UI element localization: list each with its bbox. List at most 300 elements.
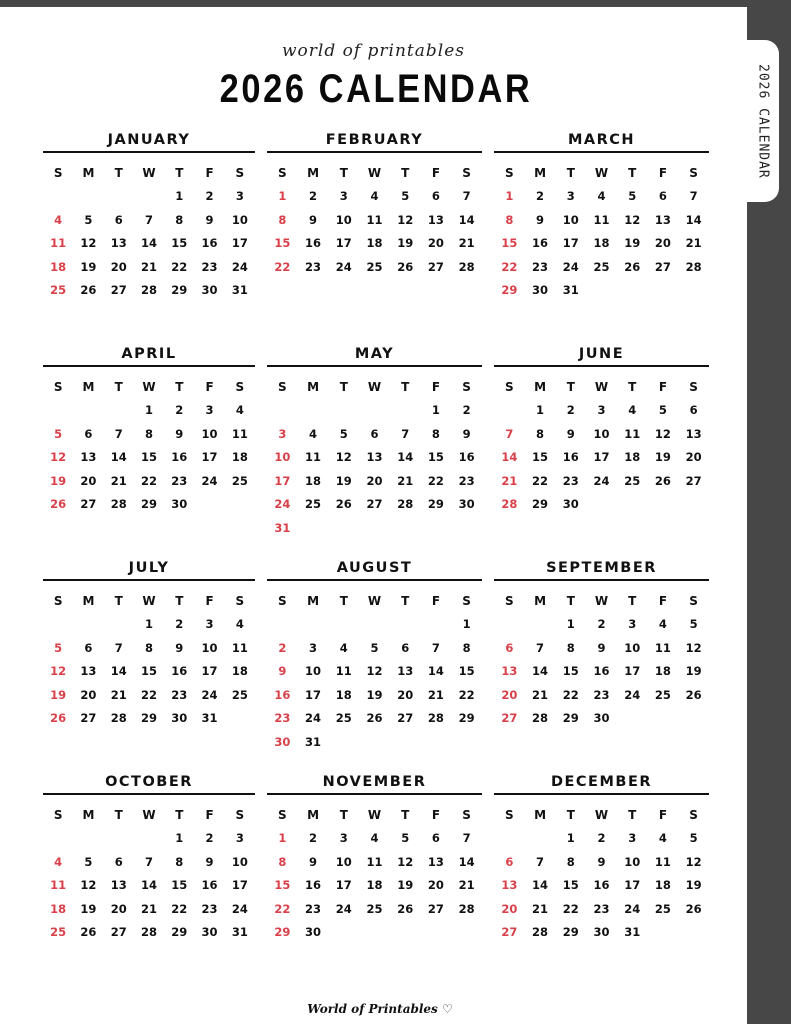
day-cell: 9 (597, 640, 606, 655)
month-divider (494, 793, 709, 795)
empty-cell (104, 399, 134, 423)
weekday-header: M (534, 166, 547, 180)
day-cell: 25 (231, 687, 248, 702)
day-cell-sunday: 12 (50, 664, 67, 679)
month-divider (267, 365, 482, 367)
month-divider (494, 365, 709, 367)
day-cell: 14 (458, 854, 475, 869)
day-cell-sunday: 18 (50, 901, 67, 916)
day-cell: 12 (685, 640, 702, 655)
empty-cell (494, 399, 525, 423)
day-cell: 6 (84, 640, 93, 655)
month-divider (43, 793, 255, 795)
weekday-header: T (175, 594, 184, 608)
day-cell: 5 (658, 403, 667, 417)
day-cell: 1 (566, 831, 575, 845)
empty-cell (298, 399, 329, 423)
weekday-header: W (367, 808, 382, 822)
day-cell: 6 (401, 640, 410, 655)
weekday-header: S (689, 166, 698, 180)
day-cell: 24 (624, 901, 641, 916)
day-cell: 13 (427, 854, 444, 869)
day-cell: 29 (562, 925, 579, 940)
month-name: AUGUST (336, 560, 413, 576)
weekday-header: M (82, 808, 95, 822)
day-cell: 8 (175, 212, 184, 227)
weekday-header: T (175, 380, 184, 394)
day-cell: 15 (140, 450, 157, 465)
day-cell: 21 (458, 236, 475, 251)
day-cell: 15 (171, 878, 188, 893)
weekday-header: M (534, 808, 547, 822)
day-cell: 8 (462, 640, 471, 655)
day-cell: 2 (309, 831, 318, 845)
empty-cell (43, 399, 73, 423)
day-cell: 31 (201, 711, 218, 726)
day-cell: 26 (397, 259, 414, 274)
day-cell: 8 (175, 854, 184, 869)
month-divider (494, 151, 709, 153)
day-cell-sunday: 19 (50, 473, 67, 488)
day-cell: 6 (431, 189, 440, 203)
weekday-header: S (235, 166, 245, 180)
day-cell: 3 (205, 403, 214, 417)
day-cell: 20 (80, 687, 97, 702)
day-cell: 20 (654, 236, 671, 251)
day-cell: 30 (593, 925, 610, 940)
day-cell: 1 (144, 403, 153, 417)
day-cell: 18 (335, 687, 352, 702)
day-cell: 9 (205, 854, 214, 869)
day-cell: 22 (427, 473, 444, 488)
day-cell: 14 (532, 664, 549, 679)
day-cell: 20 (366, 473, 383, 488)
weekday-header: W (594, 594, 609, 608)
day-cell-sunday: 22 (274, 259, 291, 274)
day-cell: 9 (175, 426, 184, 441)
day-cell: 30 (171, 497, 188, 512)
day-cell: 14 (427, 664, 444, 679)
weekday-header: T (566, 380, 575, 394)
day-cell-sunday: 4 (54, 854, 63, 869)
day-cell: 10 (231, 854, 248, 869)
day-cell-sunday: 6 (505, 854, 514, 869)
day-cell: 19 (80, 259, 97, 274)
day-cell: 23 (593, 687, 610, 702)
day-cell: 5 (84, 854, 93, 869)
day-cell: 28 (532, 711, 549, 726)
weekday-header: S (278, 808, 287, 822)
weekday-header: T (114, 380, 123, 394)
day-cell: 24 (231, 901, 248, 916)
weekday-header: F (431, 380, 441, 394)
day-cell: 18 (654, 878, 671, 893)
day-grid (494, 803, 709, 945)
day-cell: 6 (370, 426, 379, 441)
day-cell: 26 (685, 901, 702, 916)
weekday-header: T (566, 166, 575, 180)
empty-cell (267, 399, 298, 423)
day-cell: 2 (566, 403, 575, 417)
day-cell: 12 (366, 664, 383, 679)
month-june (494, 343, 709, 550)
day-cell: 10 (624, 640, 641, 655)
empty-cell (134, 185, 164, 209)
day-cell-sunday: 15 (501, 236, 518, 251)
weekday-header: T (114, 166, 123, 180)
weekday-header: M (307, 594, 320, 608)
month-divider (43, 151, 255, 153)
month-october (43, 771, 255, 978)
weekday-header: W (594, 808, 609, 822)
day-cell: 18 (305, 473, 322, 488)
day-cell: 14 (458, 212, 475, 227)
day-cell: 7 (144, 212, 153, 227)
day-cell: 19 (80, 901, 97, 916)
day-cell: 11 (366, 854, 383, 869)
empty-cell (328, 399, 359, 423)
day-cell: 6 (114, 854, 123, 869)
day-cell: 13 (654, 212, 671, 227)
day-cell-sunday: 26 (50, 497, 67, 512)
day-cell: 10 (201, 640, 218, 655)
weekday-header: W (367, 380, 382, 394)
day-cell: 11 (654, 640, 671, 655)
weekday-header: M (534, 594, 547, 608)
weekday-header: F (431, 808, 441, 822)
month-february (267, 129, 482, 336)
day-cell-sunday: 18 (50, 259, 67, 274)
day-cell: 27 (80, 497, 97, 512)
day-cell: 18 (593, 236, 610, 251)
day-cell: 4 (339, 640, 348, 655)
day-cell: 10 (335, 212, 352, 227)
side-tab-label: 2026 CALENDAR (755, 63, 771, 179)
day-cell: 22 (171, 901, 188, 916)
day-cell: 3 (628, 617, 637, 631)
weekday-header: S (689, 808, 698, 822)
day-cell: 26 (366, 711, 383, 726)
day-cell-sunday: 12 (50, 450, 67, 465)
day-cell: 12 (685, 854, 702, 869)
day-cell: 19 (654, 450, 671, 465)
empty-cell (43, 827, 73, 851)
weekday-header: T (566, 808, 575, 822)
day-cell: 30 (305, 925, 322, 940)
empty-cell (328, 613, 359, 637)
day-cell: 29 (427, 497, 444, 512)
day-cell: 18 (654, 664, 671, 679)
day-cell: 3 (597, 403, 606, 417)
day-cell: 7 (536, 854, 545, 869)
day-cell: 16 (201, 878, 218, 893)
day-cell: 13 (427, 212, 444, 227)
day-cell: 13 (366, 450, 383, 465)
day-cell: 5 (401, 831, 410, 845)
day-grid (267, 803, 482, 945)
day-cell: 24 (562, 259, 579, 274)
weekday-header: S (689, 594, 698, 608)
day-cell: 8 (144, 426, 153, 441)
day-cell: 1 (536, 403, 545, 417)
day-cell-sunday: 1 (505, 189, 514, 203)
day-cell-sunday: 26 (50, 711, 67, 726)
day-cell: 30 (532, 283, 549, 298)
day-grid (43, 375, 255, 517)
day-cell: 21 (685, 236, 702, 251)
day-grid (494, 375, 709, 517)
month-august (267, 557, 482, 764)
day-cell: 24 (593, 473, 610, 488)
day-grid (43, 803, 255, 945)
day-cell-sunday: 5 (54, 640, 63, 655)
day-cell: 22 (532, 473, 549, 488)
day-cell: 1 (175, 831, 184, 845)
day-cell: 10 (231, 212, 248, 227)
weekday-header: S (462, 808, 471, 822)
day-cell: 31 (562, 283, 579, 298)
day-cell: 18 (366, 878, 383, 893)
day-cell-sunday: 17 (274, 473, 291, 488)
day-cell: 3 (339, 831, 348, 845)
weekday-header: T (339, 808, 348, 822)
weekday-header: W (142, 808, 156, 822)
day-cell: 2 (536, 189, 545, 203)
day-cell-sunday: 1 (278, 189, 287, 203)
day-cell: 12 (624, 212, 641, 227)
day-cell: 25 (231, 473, 248, 488)
day-cell: 27 (427, 901, 444, 916)
day-cell: 28 (140, 925, 157, 940)
day-cell: 12 (80, 236, 97, 251)
day-cell: 13 (80, 664, 97, 679)
day-cell: 26 (80, 283, 97, 298)
day-cell: 23 (532, 259, 549, 274)
day-grid (267, 589, 482, 755)
day-cell: 21 (532, 687, 549, 702)
day-cell: 16 (562, 450, 579, 465)
weekday-header: M (307, 166, 320, 180)
day-cell: 20 (110, 259, 127, 274)
day-cell: 13 (110, 878, 127, 893)
day-cell: 20 (397, 687, 414, 702)
day-cell: 23 (171, 687, 188, 702)
month-divider (494, 579, 709, 581)
day-cell: 17 (231, 878, 248, 893)
day-cell: 16 (305, 878, 322, 893)
weekday-header: W (594, 380, 609, 394)
empty-cell (359, 613, 390, 637)
weekday-header: W (142, 594, 156, 608)
empty-cell (390, 399, 421, 423)
empty-cell (267, 613, 298, 637)
weekday-header: T (339, 166, 348, 180)
empty-cell (104, 613, 134, 637)
weekday-header: M (82, 166, 95, 180)
day-cell: 14 (140, 236, 157, 251)
weekday-header: T (401, 380, 410, 394)
empty-cell (73, 399, 103, 423)
weekday-header: S (278, 166, 287, 180)
day-cell: 17 (624, 878, 641, 893)
day-cell-sunday: 8 (278, 212, 287, 227)
month-divider (267, 793, 482, 795)
month-name: JANUARY (107, 132, 191, 148)
month-name: NOVEMBER (322, 774, 427, 790)
day-cell: 9 (597, 854, 606, 869)
weekday-header: F (658, 166, 668, 180)
day-cell: 26 (685, 687, 702, 702)
day-cell: 14 (397, 450, 414, 465)
weekday-header: T (339, 380, 348, 394)
day-cell-sunday: 16 (274, 687, 291, 702)
month-april (43, 343, 255, 550)
weekday-header: S (235, 380, 245, 394)
day-cell: 4 (370, 831, 379, 845)
weekday-header: S (235, 594, 245, 608)
day-cell: 16 (593, 664, 610, 679)
day-cell: 10 (593, 426, 610, 441)
day-cell: 26 (654, 473, 671, 488)
month-january (43, 129, 255, 336)
day-cell-sunday: 29 (274, 925, 291, 940)
weekday-header: F (431, 166, 441, 180)
side-tab[interactable] (747, 40, 779, 202)
day-cell: 7 (144, 854, 153, 869)
day-cell: 22 (140, 687, 157, 702)
day-cell: 6 (689, 403, 698, 417)
month-name: OCTOBER (105, 774, 193, 790)
day-grid (267, 375, 482, 541)
day-cell: 19 (335, 473, 352, 488)
month-divider (267, 151, 482, 153)
day-cell-sunday: 2 (278, 640, 287, 655)
day-cell: 20 (427, 878, 444, 893)
weekday-header: W (594, 166, 609, 180)
weekday-header: T (628, 594, 637, 608)
day-cell-sunday: 25 (50, 925, 67, 940)
weekday-header: F (205, 166, 214, 180)
weekday-header: T (628, 166, 637, 180)
day-cell: 22 (562, 901, 579, 916)
day-cell: 19 (397, 878, 414, 893)
day-cell-sunday: 13 (501, 878, 518, 893)
weekday-header: S (505, 166, 514, 180)
day-cell: 12 (335, 450, 352, 465)
day-cell: 9 (175, 640, 184, 655)
day-grid (43, 161, 255, 303)
day-cell: 17 (624, 664, 641, 679)
day-cell: 21 (427, 687, 444, 702)
day-cell: 2 (597, 617, 606, 631)
footer-brand: World of Printables ♡ (307, 1002, 453, 1016)
day-cell: 2 (462, 403, 471, 417)
day-cell: 1 (175, 189, 184, 203)
weekday-header: F (658, 380, 668, 394)
day-cell: 28 (458, 259, 475, 274)
day-cell: 29 (532, 497, 549, 512)
weekday-header: S (505, 808, 514, 822)
day-cell: 3 (339, 189, 348, 203)
day-cell: 24 (624, 687, 641, 702)
weekday-header: M (307, 808, 320, 822)
weekday-header: S (53, 380, 63, 394)
day-cell: 5 (84, 212, 93, 227)
day-cell: 30 (593, 711, 610, 726)
day-cell: 25 (335, 711, 352, 726)
weekday-header: S (505, 380, 514, 394)
month-name: APRIL (121, 346, 177, 362)
day-cell: 13 (397, 664, 414, 679)
empty-cell (134, 827, 164, 851)
weekday-header: T (628, 380, 637, 394)
day-cell: 4 (235, 617, 244, 631)
day-cell-sunday: 11 (50, 878, 67, 893)
month-name: MARCH (567, 132, 636, 148)
month-divider (43, 579, 255, 581)
day-cell: 27 (397, 711, 414, 726)
day-cell: 4 (597, 189, 606, 203)
empty-cell (390, 613, 421, 637)
day-cell: 21 (532, 901, 549, 916)
weekday-header: T (628, 808, 637, 822)
day-cell: 12 (654, 426, 671, 441)
day-cell: 27 (80, 711, 97, 726)
weekday-header: M (307, 380, 320, 394)
day-cell: 23 (171, 473, 188, 488)
weekday-header: S (462, 166, 471, 180)
empty-cell (494, 827, 525, 851)
day-cell-sunday: 15 (274, 236, 291, 251)
weekday-header: S (505, 594, 514, 608)
day-cell: 30 (201, 283, 218, 298)
weekday-header: T (339, 594, 348, 608)
day-cell: 25 (366, 259, 383, 274)
empty-cell (359, 399, 390, 423)
day-cell: 25 (305, 497, 322, 512)
day-cell: 28 (427, 711, 444, 726)
weekday-header: S (53, 808, 63, 822)
day-cell: 5 (628, 189, 637, 203)
day-grid (267, 161, 482, 279)
day-cell-sunday: 4 (54, 212, 63, 227)
empty-cell (494, 613, 525, 637)
day-cell: 9 (309, 212, 318, 227)
weekday-header: T (175, 166, 184, 180)
weekday-header: S (235, 808, 245, 822)
weekday-header: T (401, 594, 410, 608)
weekday-header: S (278, 380, 287, 394)
day-cell: 15 (562, 878, 579, 893)
month-name: SEPTEMBER (546, 560, 657, 576)
day-cell: 8 (566, 854, 575, 869)
month-may (267, 343, 482, 550)
day-cell: 25 (654, 687, 671, 702)
day-cell: 17 (562, 236, 579, 251)
day-cell: 2 (309, 189, 318, 203)
day-cell-sunday: 1 (278, 831, 287, 845)
month-december (494, 771, 709, 978)
day-cell: 15 (458, 664, 475, 679)
weekday-header: S (278, 594, 287, 608)
day-cell: 12 (80, 878, 97, 893)
day-cell: 5 (339, 426, 348, 441)
day-cell: 22 (171, 259, 188, 274)
day-cell: 22 (140, 473, 157, 488)
month-divider (267, 579, 482, 581)
month-september (494, 557, 709, 764)
weekday-header: T (401, 808, 410, 822)
